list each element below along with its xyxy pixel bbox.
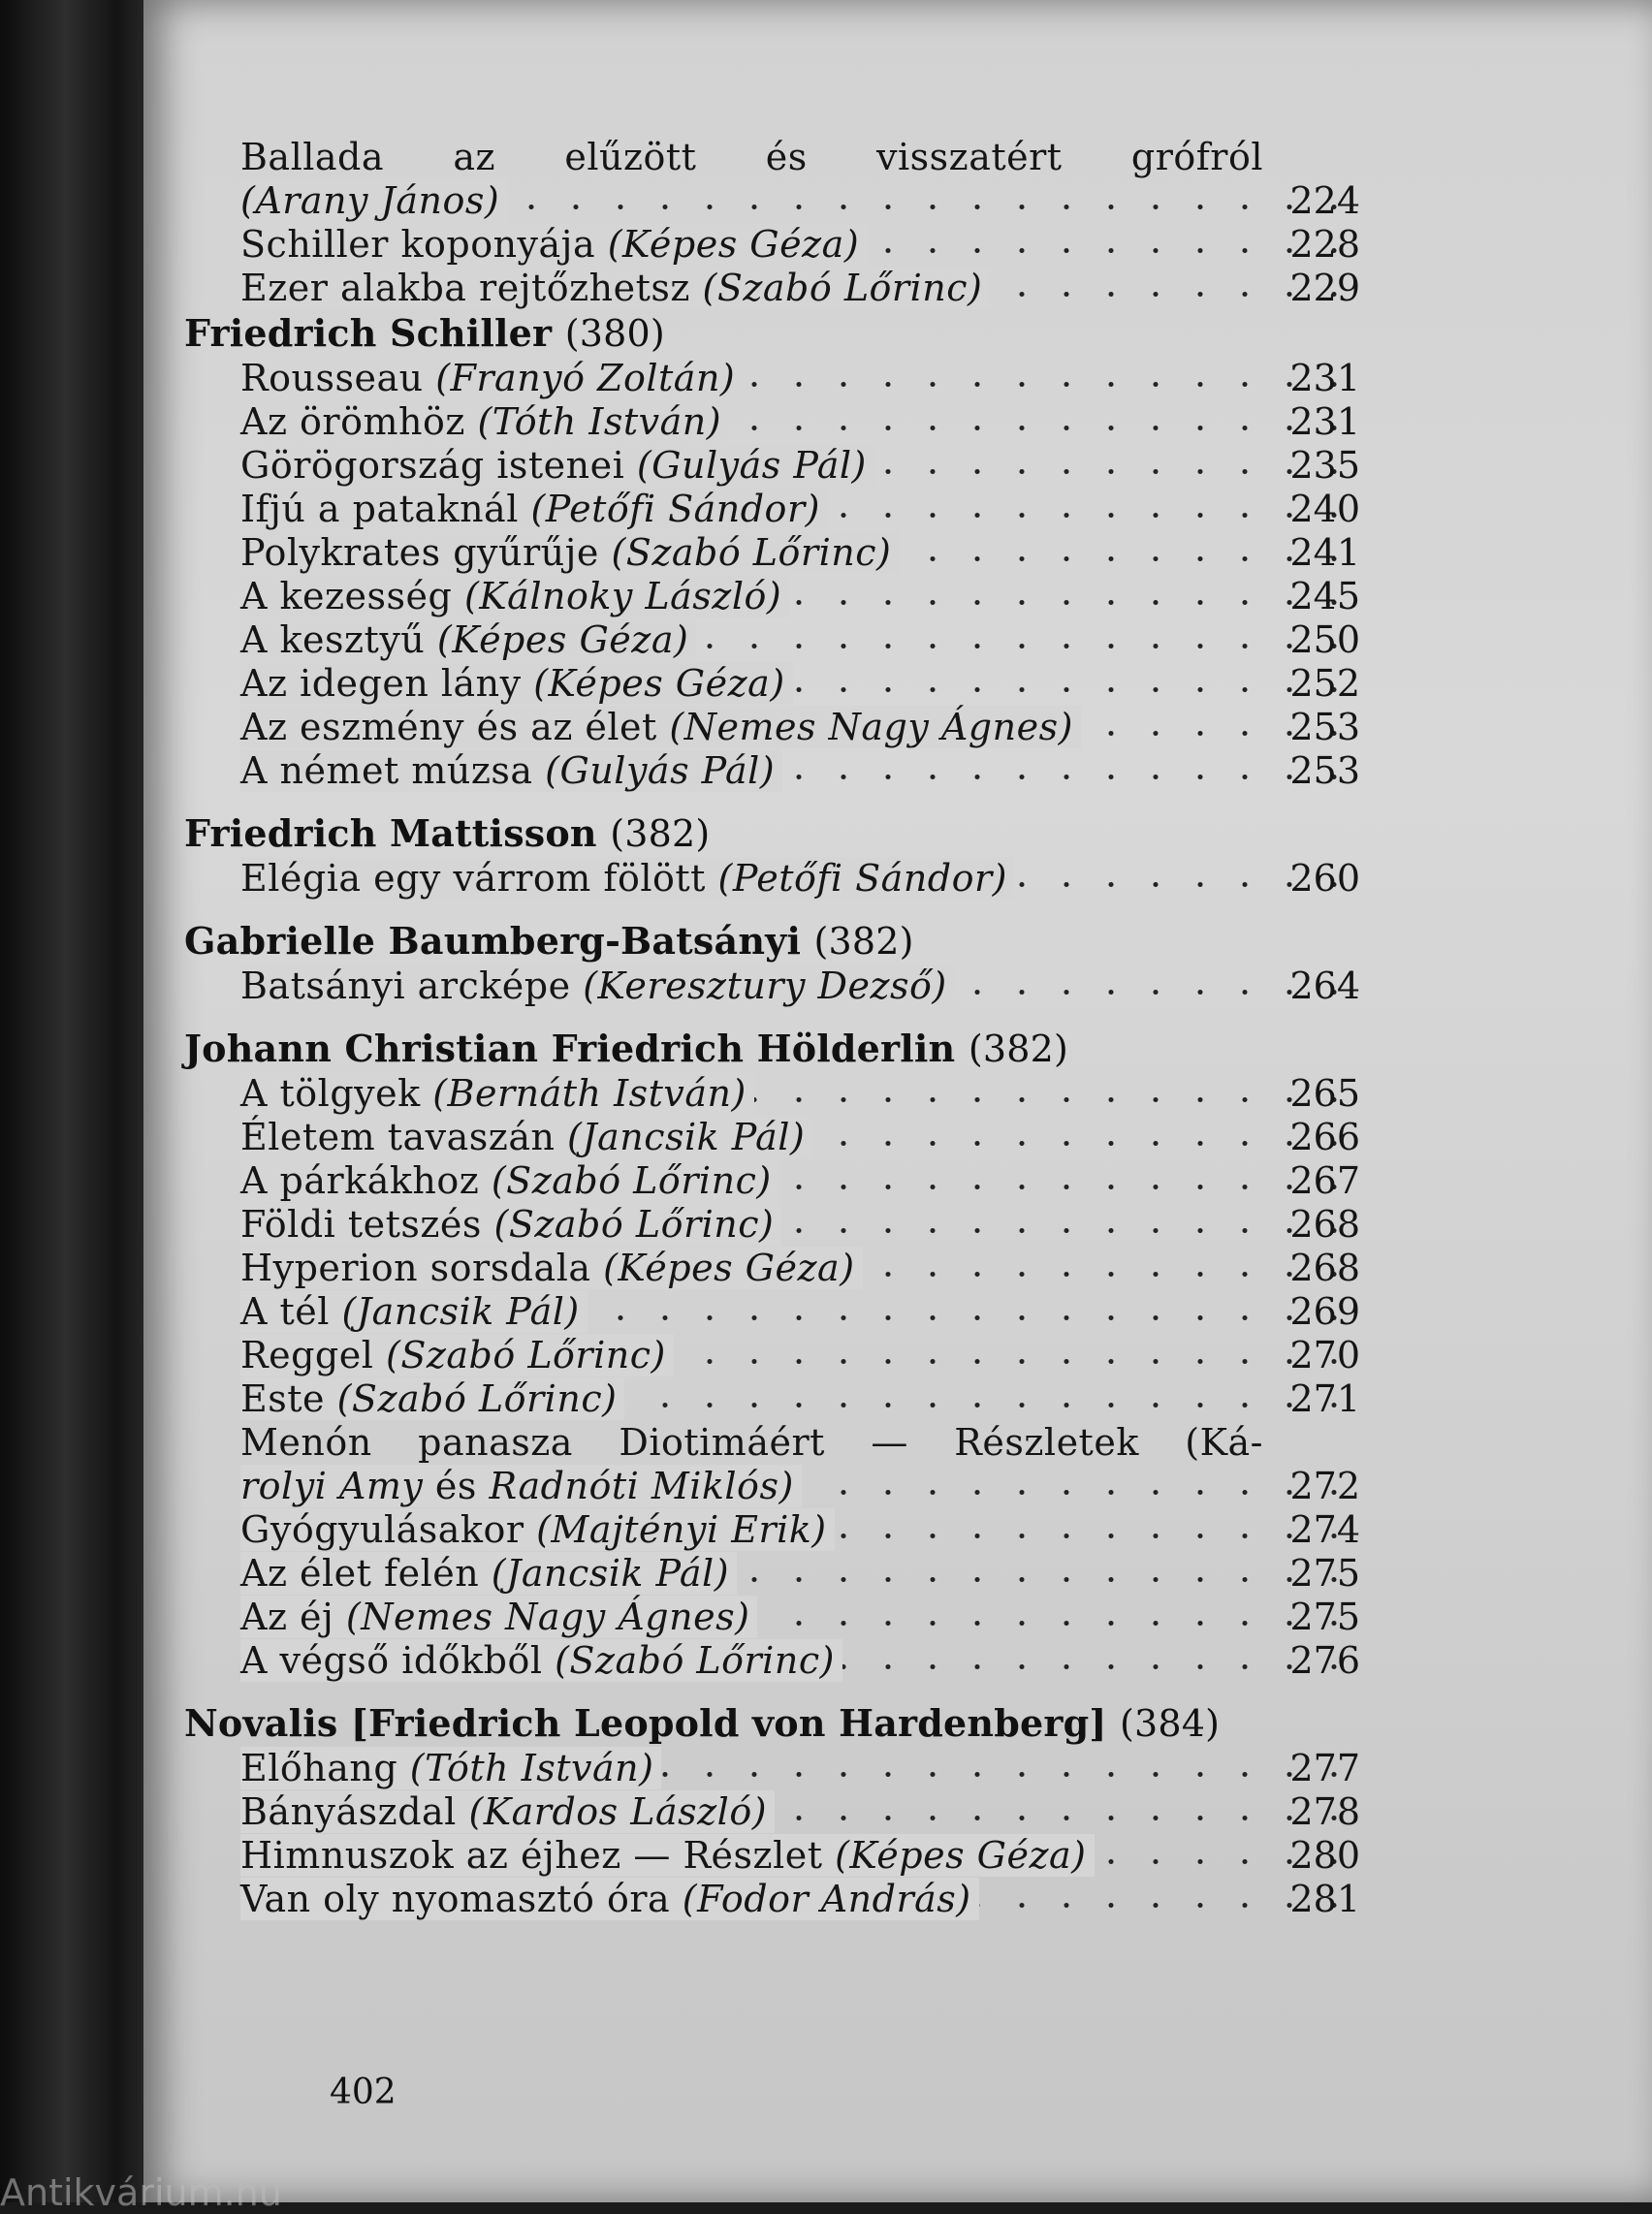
entry-page-number: 268 <box>1289 1203 1360 1246</box>
entry-translator: (Fodor András) <box>682 1878 971 1920</box>
entry-title: Batsányi arcképe <box>240 965 571 1007</box>
entry-title-line1: Ballada az elűzött és visszatért grófról <box>240 136 1263 178</box>
author-note-ref: (384) <box>1119 1702 1221 1745</box>
entry-title: A tölgyek <box>240 1072 421 1115</box>
entry-title: Hyperion sorsdala <box>240 1247 591 1289</box>
author-note-ref: (382) <box>610 812 711 855</box>
entry-translator: (Szabó Lőrinc) <box>555 1639 835 1682</box>
book-binding-shadow <box>0 0 145 2202</box>
entry-translator: (Képes Géza) <box>533 662 785 705</box>
entry-translator: (Szabó Lőrinc) <box>336 1377 618 1420</box>
author-heading <box>184 810 1532 857</box>
author-heading <box>184 1026 1532 1072</box>
entry-title: Az örömhöz <box>240 400 465 443</box>
toc-entry <box>240 1247 1360 1290</box>
author-note-ref: (382) <box>968 1028 1068 1070</box>
entry-page-number: 245 <box>1289 575 1360 617</box>
entry-title: Földi tetszés <box>240 1203 482 1246</box>
entry-title: Az élet felén <box>240 1552 480 1595</box>
entry-title: Himnuszok az éjhez — Részlet <box>240 1834 823 1877</box>
entry-title-line1: Menón panasza Diotimáért — Részletek (Ká- <box>240 1421 1263 1464</box>
entry-title: Polykrates gyűrűje <box>240 531 599 574</box>
entry-title: A német múzsa <box>240 749 533 792</box>
entry-translator: (Arany János) <box>240 179 500 222</box>
toc-entry <box>240 531 1360 575</box>
entry-translator: (Majtényi Erik) <box>536 1508 827 1551</box>
watermark: Antikvárium.hu <box>0 2171 282 2214</box>
author-heading <box>184 918 1532 965</box>
toc-entry <box>240 1377 1360 1421</box>
toc-entry <box>240 575 1360 618</box>
entry-translator: (Franyó Zoltán) <box>435 357 736 399</box>
author-note-ref: (380) <box>564 312 665 355</box>
entry-translator: (Jancsik Pál) <box>567 1116 806 1158</box>
entry-translator: (Képes Géza) <box>835 1834 1087 1877</box>
entry-translator: (Nemes Nagy Ágnes) <box>669 706 1073 748</box>
entry-page-number: 250 <box>1289 618 1360 661</box>
entry-translator: rolyi Amy <box>240 1465 424 1507</box>
entry-page-number: 224 <box>1289 179 1360 222</box>
entry-page-number: 229 <box>1289 267 1360 309</box>
toc-entry <box>240 488 1360 531</box>
author-name: Gabrielle Baumberg-Batsányi <box>184 919 802 963</box>
author-heading <box>184 1700 1532 1747</box>
page-number: 402 <box>330 2072 397 2112</box>
author-section <box>184 810 1532 901</box>
entry-title: Gyógyulásakor <box>240 1508 524 1551</box>
entry-translator: (Szabó Lőrinc) <box>493 1203 775 1246</box>
toc-entry <box>240 662 1360 706</box>
toc-entry <box>240 1878 1360 1921</box>
entry-page-number: 271 <box>1289 1377 1360 1420</box>
author-section <box>184 918 1532 1008</box>
entry-page-number: 264 <box>1289 965 1360 1007</box>
author-section <box>184 1700 1532 1921</box>
entry-title: Van oly nyomasztó óra <box>240 1878 671 1920</box>
entry-title: Az éj <box>240 1596 334 1638</box>
entry-page-number: 266 <box>1289 1116 1360 1158</box>
entry-page-number: 277 <box>1289 1747 1360 1789</box>
entry-page-number: 270 <box>1289 1334 1360 1376</box>
toc-entry <box>240 1072 1360 1116</box>
entry-translator: (Gulyás Pál) <box>636 444 867 487</box>
toc-entry <box>240 1334 1360 1377</box>
entry-translator: (Tóth István) <box>409 1747 654 1789</box>
toc-entry <box>240 857 1360 901</box>
toc-entry <box>240 1290 1360 1334</box>
entry-page-number: 272 <box>1289 1465 1360 1507</box>
author-name: Friedrich Mattisson <box>184 811 597 855</box>
entry-page-number: 267 <box>1289 1159 1360 1202</box>
entry-page-number: 253 <box>1289 706 1360 748</box>
entry-translator: (Jancsik Pál) <box>341 1290 580 1333</box>
author-name: Friedrich Schiller <box>184 311 553 355</box>
entry-title: A kezesség <box>240 575 453 617</box>
entry-title: Reggel <box>240 1334 374 1376</box>
toc-entry <box>240 223 1360 267</box>
entry-translator: (Szabó Lőrinc) <box>702 267 983 309</box>
entry-page-number: 269 <box>1289 1290 1360 1333</box>
entry-translator: (Keresztury Dezső) <box>583 965 947 1007</box>
entry-page-number: 260 <box>1289 857 1360 900</box>
entry-page-number: 275 <box>1289 1596 1360 1638</box>
entry-title: A kesztyű <box>240 618 426 661</box>
entry-translator: (Képes Géza) <box>603 1247 855 1289</box>
author-sections <box>184 310 1532 1921</box>
author-name: Johann Christian Friedrich Hölderlin <box>184 1027 956 1070</box>
entry-translator: (Gulyás Pál) <box>545 749 776 792</box>
entry-title: Az idegen lány <box>240 662 522 705</box>
entry-title: Görögország istenei <box>240 444 625 487</box>
toc-entry <box>240 1552 1360 1596</box>
entry-title: Bányászdal <box>240 1790 457 1833</box>
entry-title: A párkákhoz <box>240 1159 480 1202</box>
entry-title: Rousseau <box>240 357 424 399</box>
toc-entry <box>240 1834 1360 1878</box>
entry-translator: (Képes Géza) <box>607 223 860 266</box>
author-name: Novalis [Friedrich Leopold von Hardenberg] <box>184 1701 1107 1745</box>
toc-entry <box>240 267 1360 310</box>
entry-translator: (Petőfi Sándor) <box>717 857 1007 900</box>
toc-entry <box>240 1421 1360 1508</box>
entry-translator: (Szabó Lőrinc) <box>491 1159 772 1202</box>
entry-page-number: 274 <box>1289 1508 1360 1551</box>
entry-page-number: 241 <box>1289 531 1360 574</box>
entry-translator: (Bernáth István) <box>432 1072 747 1115</box>
entry-page-number: 231 <box>1289 400 1360 443</box>
entry-title: Ezer alakba rejtőzhetsz <box>240 267 690 309</box>
entry-title: A tél <box>240 1290 330 1333</box>
entry-translator: (Jancsik Pál) <box>491 1552 730 1595</box>
entry-translator: (Szabó Lőrinc) <box>386 1334 666 1376</box>
entry-page-number: 252 <box>1289 662 1360 705</box>
entry-title: Ifjú a pataknál <box>240 488 519 530</box>
entry-title: A végső időkből <box>240 1639 543 1682</box>
entry-translator: (Szabó Lőrinc) <box>611 531 892 574</box>
entry-title: Schiller koponyája <box>240 223 596 266</box>
toc-entry <box>240 357 1360 400</box>
entry-page-number: 228 <box>1289 223 1360 266</box>
entry-translator: (Kálnoky László) <box>463 575 782 617</box>
entry-translator: (Tóth István) <box>477 400 722 443</box>
author-heading <box>184 310 1532 357</box>
entry-translator: (Kardos László) <box>468 1790 768 1833</box>
toc-entry <box>240 965 1360 1008</box>
toc-entry <box>240 618 1360 662</box>
entry-page-number: 265 <box>1289 1072 1360 1115</box>
entry-page-number: 231 <box>1289 357 1360 399</box>
entry-page-number: 268 <box>1289 1247 1360 1289</box>
toc-entry <box>240 444 1360 488</box>
toc-entry <box>240 1159 1360 1203</box>
entry-translator: (Képes Géza) <box>436 618 689 661</box>
entry-page-number: 275 <box>1289 1552 1360 1595</box>
entry-title: Az eszmény és az élet <box>240 706 657 748</box>
author-section <box>184 1026 1532 1683</box>
toc-entry <box>240 1790 1360 1834</box>
toc-entry <box>240 1116 1360 1159</box>
entry-translator: (Nemes Nagy Ágnes) <box>345 1596 750 1638</box>
entry-conjunction: és <box>423 1465 490 1507</box>
toc-entry <box>240 1596 1360 1639</box>
entry-page-number: 253 <box>1289 749 1360 792</box>
toc-continuation <box>184 136 1532 310</box>
entry-title: Este <box>240 1377 325 1420</box>
entry-page-number: 240 <box>1289 488 1360 530</box>
toc-entry <box>240 136 1360 223</box>
author-note-ref: (382) <box>813 920 914 963</box>
entry-page-number: 276 <box>1289 1639 1360 1682</box>
entry-page-number: 280 <box>1289 1834 1360 1877</box>
author-section <box>184 310 1532 793</box>
toc-entry <box>240 1639 1360 1683</box>
toc-entry <box>240 1203 1360 1247</box>
toc-entry <box>240 400 1360 444</box>
entry-translator-2: Radnóti Miklós) <box>489 1465 794 1507</box>
toc-entry <box>240 706 1360 749</box>
entry-title: Életem tavaszán <box>240 1116 556 1158</box>
toc-entry <box>240 1747 1360 1790</box>
entry-page-number: 235 <box>1289 444 1360 487</box>
table-of-contents <box>184 136 1532 1921</box>
entry-page-number: 281 <box>1289 1878 1360 1920</box>
entry-translator: (Petőfi Sándor) <box>530 488 820 530</box>
entry-title: Elégia egy várrom fölött <box>240 857 706 900</box>
entry-page-number: 278 <box>1289 1790 1360 1833</box>
toc-entry <box>240 1508 1360 1552</box>
toc-entry <box>240 749 1360 793</box>
entry-title: Előhang <box>240 1747 398 1789</box>
